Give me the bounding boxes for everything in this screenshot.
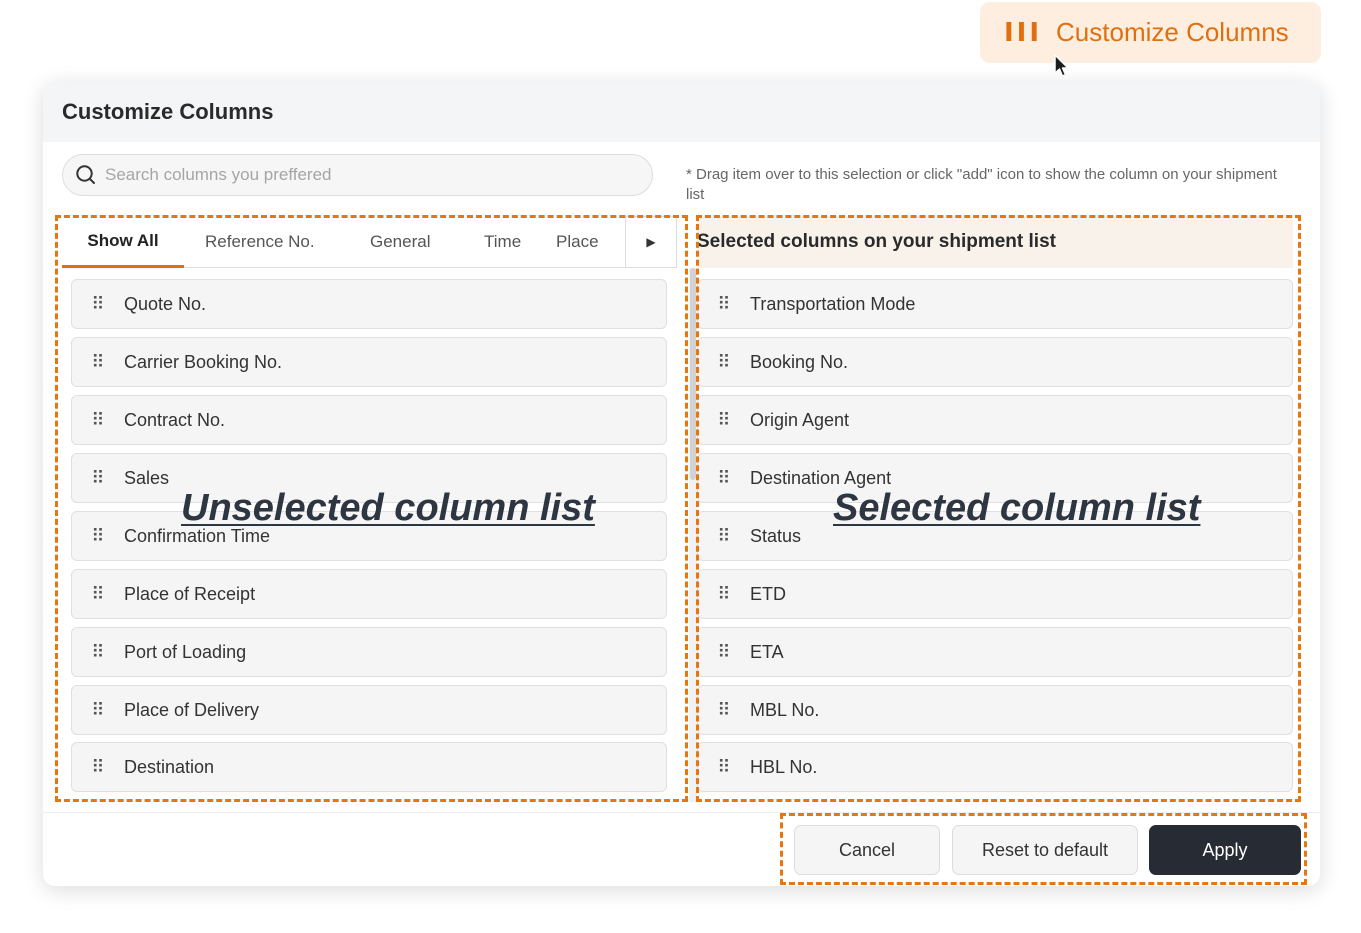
- reset-to-default-button[interactable]: Reset to default: [952, 825, 1138, 875]
- unselected-column-item[interactable]: [71, 685, 667, 735]
- modal-title: Customize Columns: [43, 82, 1320, 142]
- drag-handle-icon[interactable]: ⠿: [91, 525, 105, 547]
- tabs-scroll-right-button[interactable]: [625, 216, 677, 268]
- column-label: Port of Loading: [124, 641, 247, 662]
- column-label: Sales: [124, 467, 170, 488]
- selected-list-annotation: Selected column list: [833, 487, 1201, 529]
- column-label: Destination Agent: [750, 467, 892, 488]
- drag-handle-icon[interactable]: ⠿: [717, 351, 731, 373]
- drag-handle-icon[interactable]: ⠿: [717, 467, 731, 489]
- drag-handle-icon[interactable]: ⠿: [717, 641, 731, 663]
- modal-footer: [43, 812, 1320, 886]
- unselected-column-item[interactable]: [71, 569, 667, 619]
- selected-column-item[interactable]: [697, 337, 1293, 387]
- drag-handle-icon[interactable]: ⠿: [717, 293, 731, 315]
- cancel-button[interactable]: Cancel: [794, 825, 940, 875]
- drag-handle-icon[interactable]: ⠿: [91, 467, 105, 489]
- scrollbar-thumb[interactable]: [690, 268, 696, 480]
- column-label: Contract No.: [124, 409, 226, 430]
- trigger-button-label: Customize Columns: [1056, 17, 1289, 47]
- selected-column-item[interactable]: [697, 395, 1293, 445]
- drag-handle-icon[interactable]: ⠿: [91, 756, 105, 778]
- tab-show-all[interactable]: Show All: [62, 216, 184, 268]
- drag-handle-icon[interactable]: ⠿: [91, 293, 105, 315]
- drag-handle-icon[interactable]: ⠿: [91, 699, 105, 721]
- column-bars-icon: III: [1004, 17, 1043, 48]
- unselected-list-annotation: Unselected column list: [181, 487, 595, 529]
- search-field[interactable]: [62, 154, 653, 196]
- tab-reference-no[interactable]: Reference No.: [205, 232, 315, 251]
- drag-handle-icon[interactable]: ⠿: [91, 641, 105, 663]
- selected-column-item[interactable]: [697, 279, 1293, 329]
- unselected-column-item[interactable]: [71, 627, 667, 677]
- column-label: MBL No.: [750, 699, 820, 720]
- selected-column-item[interactable]: [697, 685, 1293, 735]
- search-input[interactable]: [105, 165, 645, 185]
- tab-general[interactable]: General: [370, 232, 431, 251]
- column-label: ETD: [750, 583, 786, 604]
- drag-handle-icon[interactable]: ⠿: [717, 756, 731, 778]
- column-label: ETA: [750, 641, 784, 662]
- tab-time[interactable]: Time: [484, 232, 522, 251]
- unselected-column-item[interactable]: [71, 279, 667, 329]
- column-label: Carrier Booking No.: [124, 351, 283, 372]
- drag-handle-icon[interactable]: ⠿: [91, 583, 105, 605]
- customize-columns-modal: [43, 82, 1320, 886]
- drag-handle-icon[interactable]: ⠿: [91, 351, 105, 373]
- column-label: Place of Receipt: [124, 583, 256, 604]
- mouse-cursor-icon: [1053, 54, 1071, 78]
- drag-handle-icon[interactable]: ⠿: [717, 583, 731, 605]
- column-category-tabs: [62, 216, 677, 268]
- drag-handle-icon[interactable]: ⠿: [717, 409, 731, 431]
- column-label: Transportation Mode: [750, 293, 916, 314]
- unselected-list-scrollbar[interactable]: [689, 268, 697, 802]
- column-label: Status: [750, 525, 802, 546]
- tab-place[interactable]: Place: [556, 232, 599, 251]
- selected-column-item[interactable]: [697, 627, 1293, 677]
- search-icon: [75, 164, 97, 186]
- column-label: Booking No.: [750, 351, 849, 372]
- customize-columns-trigger-button[interactable]: [980, 2, 1321, 63]
- caret-right-icon: ▶: [646, 235, 656, 249]
- selected-columns-header: Selected columns on your shipment list: [697, 216, 1293, 268]
- column-label: Place of Delivery: [124, 699, 260, 720]
- unselected-column-item[interactable]: [71, 337, 667, 387]
- unselected-column-item[interactable]: [71, 395, 667, 445]
- drag-hint-text: * Drag item over to this selection or click "add" icon to show the column on your shipment list: [686, 166, 1277, 203]
- selected-column-item[interactable]: [697, 569, 1293, 619]
- column-label: HBL No.: [750, 756, 818, 777]
- selected-column-item[interactable]: [697, 742, 1293, 792]
- unselected-column-item[interactable]: [71, 742, 667, 792]
- column-label: Origin Agent: [750, 409, 850, 430]
- drag-handle-icon[interactable]: ⠿: [91, 409, 105, 431]
- drag-handle-icon[interactable]: ⠿: [717, 525, 731, 547]
- column-label: Quote No.: [124, 293, 207, 314]
- column-label: Confirmation Time: [124, 525, 271, 546]
- apply-button[interactable]: Apply: [1149, 825, 1301, 875]
- drag-handle-icon[interactable]: ⠿: [717, 699, 731, 721]
- column-label: Destination: [124, 756, 215, 777]
